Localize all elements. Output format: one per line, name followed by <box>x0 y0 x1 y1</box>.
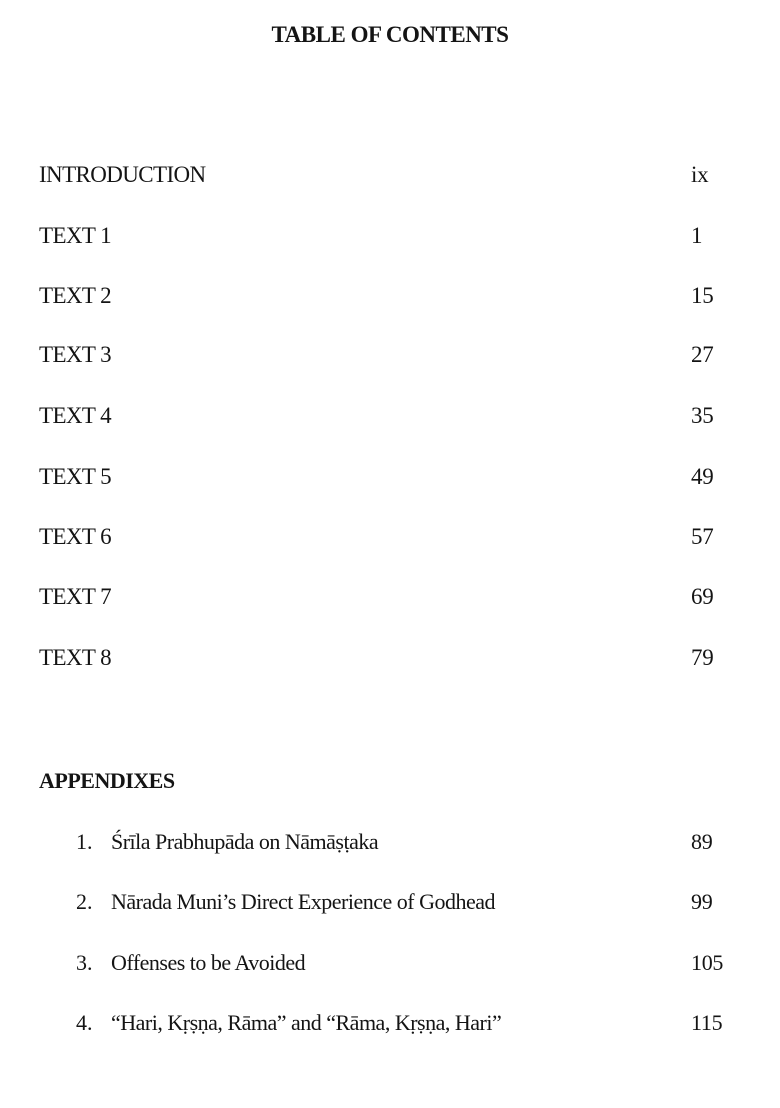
toc-entry-text-2 <box>39 283 739 313</box>
appendix-number: 1. <box>76 829 93 854</box>
appendix-entry-2 <box>76 889 746 919</box>
toc-entry-page-number: 69 <box>691 584 714 609</box>
toc-entry-text-8 <box>39 645 739 675</box>
toc-entry-label: TEXT 7 <box>39 584 111 609</box>
toc-entry-text-1 <box>39 223 739 253</box>
toc-entry-page-number: ix <box>691 162 709 187</box>
appendix-number: 3. <box>76 950 93 975</box>
toc-entry-label: TEXT 4 <box>39 403 111 428</box>
appendix-number: 2. <box>76 889 93 914</box>
toc-entry-text-5 <box>39 464 739 494</box>
toc-entry-text-7 <box>39 584 739 614</box>
appendix-entry-1 <box>76 829 746 859</box>
toc-entry-label: TEXT 1 <box>39 223 111 248</box>
toc-entry-page-number: 49 <box>691 464 714 489</box>
toc-entry-text-3 <box>39 342 739 372</box>
appendix-title: “Hari, Kṛṣṇa, Rāma” and “Rāma, Kṛṣṇa, Hari” <box>111 1010 502 1035</box>
appendix-number: 4. <box>76 1010 93 1035</box>
toc-entry-page-number: 57 <box>691 524 714 549</box>
appendix-page-number: 115 <box>691 1010 723 1035</box>
appendix-title: Nārada Muni’s Direct Experience of Godhead <box>111 889 496 914</box>
toc-entry-label: TEXT 6 <box>39 524 111 549</box>
toc-entry-page-number: 35 <box>691 403 714 428</box>
appendix-entry-3 <box>76 950 746 980</box>
appendixes-heading: APPENDIXES <box>39 768 175 793</box>
toc-entry-page-number: 15 <box>691 283 714 308</box>
toc-entry-introduction <box>39 162 739 192</box>
toc-entry-label: TEXT 2 <box>39 283 111 308</box>
toc-entry-label: TEXT 8 <box>39 645 111 670</box>
toc-entry-page-number: 27 <box>691 342 714 367</box>
toc-entry-page-number: 79 <box>691 645 714 670</box>
appendix-page-number: 105 <box>691 950 724 975</box>
appendix-entry-4 <box>76 1010 746 1040</box>
appendix-page-number: 89 <box>691 829 713 854</box>
appendix-page-number: 99 <box>691 889 713 914</box>
toc-entry-page-number: 1 <box>691 223 703 248</box>
toc-entry-label: TEXT 5 <box>39 464 111 489</box>
appendix-title: Offenses to be Avoided <box>111 950 306 975</box>
page-title: TABLE OF CONTENTS <box>271 22 509 47</box>
toc-entry-label: INTRODUCTION <box>39 162 206 187</box>
toc-entry-label: TEXT 3 <box>39 342 111 367</box>
toc-entry-text-6 <box>39 524 739 554</box>
toc-entry-text-4 <box>39 403 739 433</box>
appendix-title: Śrīla Prabhupāda on Nāmāṣṭaka <box>111 829 379 854</box>
